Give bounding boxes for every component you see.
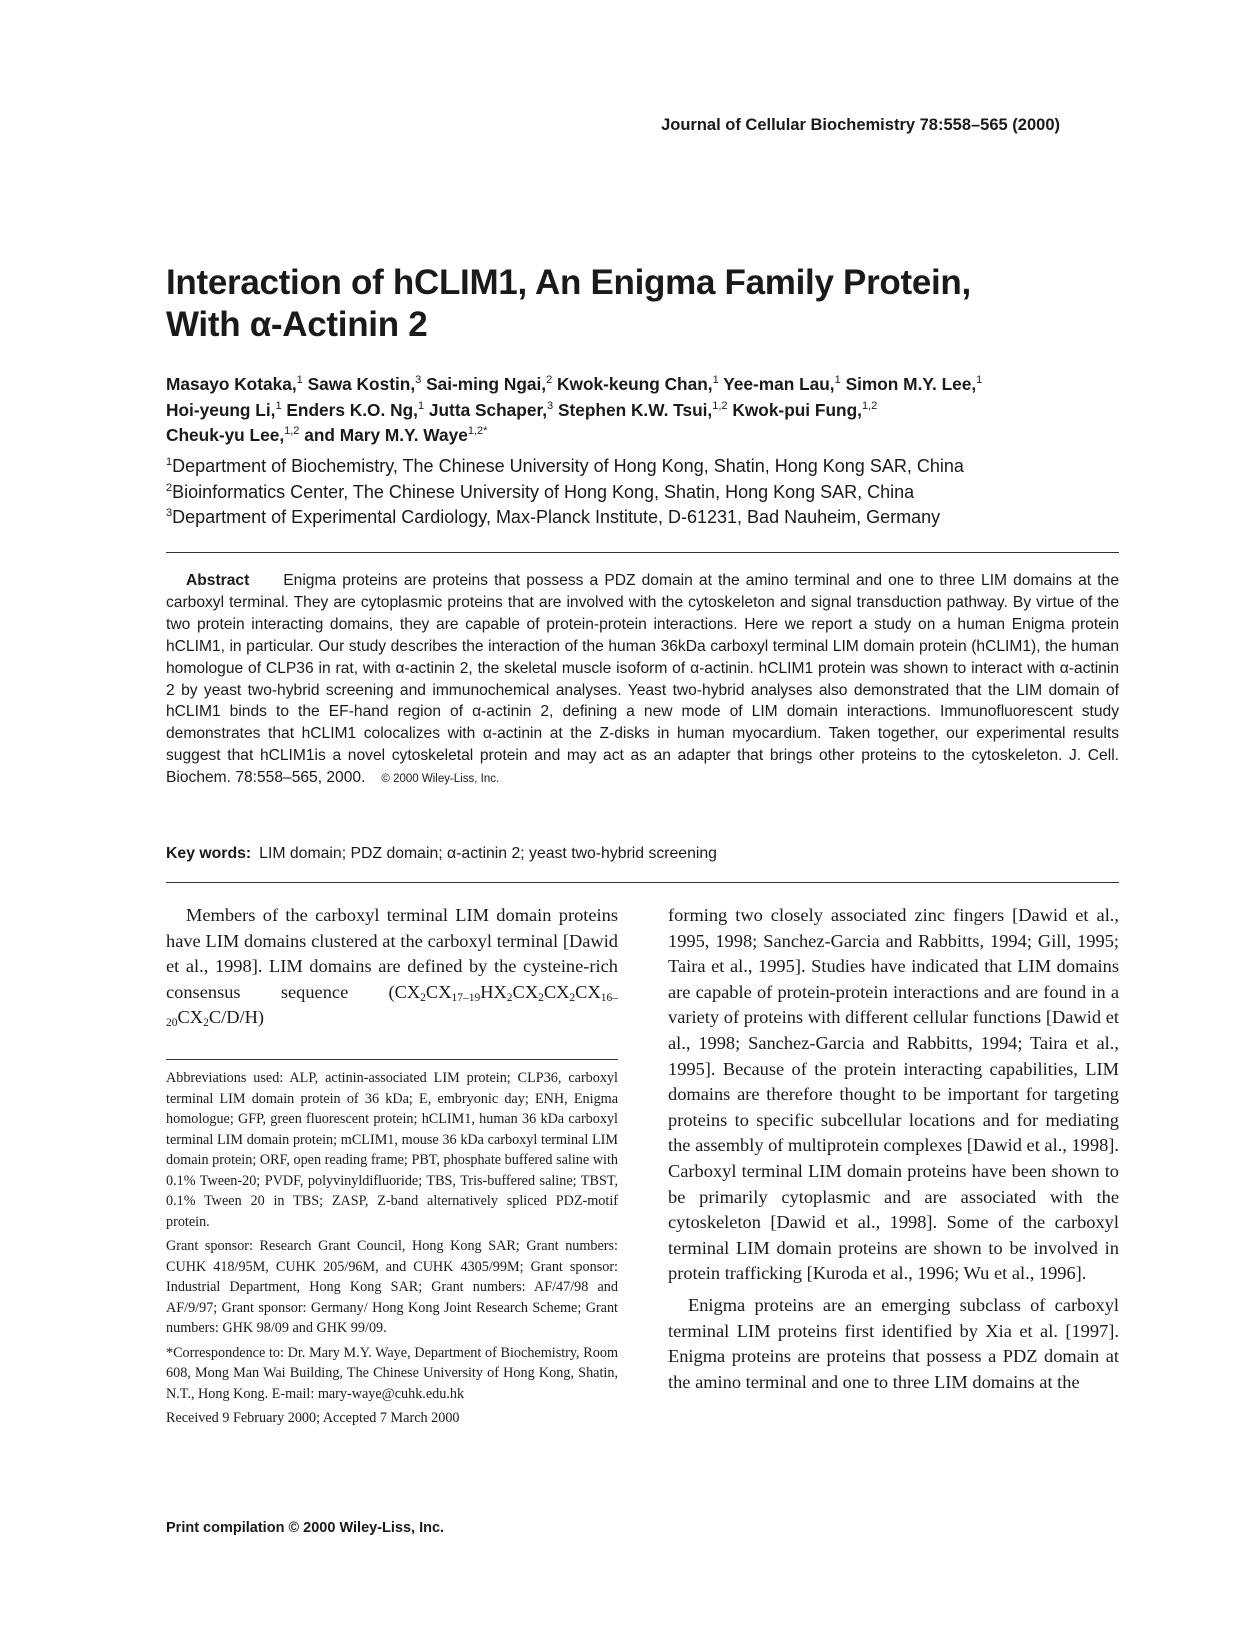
print-compilation: Print compilation © 2000 Wiley-Liss, Inc. (166, 1520, 445, 1536)
abstract-text: Enigma proteins are proteins that possess a PDZ domain at the amino terminal and one to three LIM domains at the carboxyl terminal. They are cytoplasmic proteins that are involved with the cytoskeleton and signal transduction pathway. By virtue of the two protein interacting domains, they are capable of protein-protein interactions. Here we report a study on a human Enigma protein hCLIM1, in particular. Our study describes the interaction of the human 36kDa carboxyl terminal LIM domain protein (hCLIM1), the human homologue of CLP36 in rat, with α-actinin 2, the skeletal muscle isoform of α-actinin. hCLIM1 protein was shown to interact with α-actinin 2 by yeast two-hybrid screening and immunochemical analyses. Yeast two-hybrid analyses also demonstrated that the LIM domain of hCLIM1 binds to the EF-hand region of α-actinin 2, defining a new mode of LIM domain interactions. Immunofluorescent study demonstrates that hCLIM1 colocalizes with α-actinin at the Z-disks in human myocardium. Taken together, our experimental results suggest that hCLIM1is a novel cytoskeletal protein and may act as an adapter that brings other proteins to the cytoskeleton. J. Cell. Biochem. 78:558–565, 2000. (166, 572, 1119, 787)
affiliation: $^1$Department of Biochemistry, The Chinese University of Hong Kong, Shatin, Hong Kong SAR, China (166, 456, 964, 476)
body-paragraph: forming two closely associated zinc fingers [Dawid et al., 1995, 1998; Sanchez-Garcia and Rabbitts, 1994; Gill, 1995; Taira et al., 1995]. Studies have indicated that LIM domains are capable of protein-protein interactions and are found in a variety of proteins with different cellular functions [Dawid et al., 1998; Sanchez-Garcia and Rabbitts, 1994; Taira et al., 1995]. Because of the protein interacting capabilities, LIM domains are therefore thought to be important for targeting proteins to specific subcellular locations and for mediating the assembly of multiprotein complexes [Dawid et al., 1998]. Carboxyl terminal LIM domain proteins have been shown to be primarily cytoplasmic and are associated with the cytoskeleton [Dawid et al., 1998]. Some of the carboxyl terminal LIM domain proteins are shown to be involved in protein trafficking [Kuroda et al., 1996; Wu et al., 1996]. (668, 905, 1119, 1284)
author: Yee-man Lau,$^1$ (723, 374, 841, 394)
body-right-column (668, 903, 1119, 1395)
consensus-sequence: $(CX_2CX_{17-19}HX_2CX_2CX_2CX_{16-20}CX_2C/D/H)$ (166, 981, 618, 1030)
keywords-text: LIM domain; PDZ domain; α-actinin 2; yeast two-hybrid screening (259, 845, 717, 862)
footnote-correspondence: *Correspondence to: Dr. Mary M.Y. Waye, Department of Biochemistry, Room 608, Mong Man Wai Building, The Chinese University of Hong Kong, Shatin, N.T., Hong Kong. E-mail: mary-waye@cuhk.edu.hk (166, 1344, 618, 1402)
abstract (166, 570, 1119, 791)
article-title (166, 262, 1106, 346)
author: and Mary M.Y. Waye$^{1,2*}$ (304, 425, 488, 445)
abstract-label: Abstract (186, 572, 250, 589)
journal-citation: Journal of Cellular Biochemistry 78:558–565 (2000) (661, 116, 1060, 134)
author: Jutta Schaper,$^3$ (428, 399, 554, 420)
author: Cheuk-yu Lee,$^{1,2}$ (166, 425, 300, 445)
title-line-1: Interaction of hCLIM1, An Enigma Family Protein, (166, 263, 971, 302)
author: Masayo Kotaka,$^1$ (166, 374, 303, 394)
abstract-bottom-rule (166, 882, 1119, 883)
abstract-top-rule (166, 552, 1119, 553)
keywords-label: Key words: (166, 845, 252, 862)
author: Hoi-yeung Li,$^1$ (166, 399, 282, 420)
keywords (166, 845, 1119, 863)
affiliation-list (166, 454, 1126, 531)
body-left-column (166, 903, 618, 1031)
author: Simon M.Y. Lee,$^1$ (845, 374, 983, 394)
author: Sai-ming Ngai,$^2$ (426, 374, 553, 394)
author-list (166, 372, 1106, 449)
footnote-grants: Grant sponsor: Research Grant Council, Hong Kong SAR; Grant numbers: CUHK 418/95M, CUHK 205/96M, and CUHK 4305/99M; Grant sponsor: Industrial Department, Hong Kong SAR; Grant numbers: AF/47/98 and AF/9/97; Grant sponsor: Germany/ Hong Kong Joint Research Scheme; Grant numbers: GHK 98/09 and GHK 99/09. (166, 1238, 618, 1336)
abstract-copyright: © 2000 Wiley-Liss, Inc. (381, 773, 500, 786)
body-paragraph: Members of the carboxyl terminal LIM domain proteins have LIM domains clustered at the carboxyl terminal [Dawid et al., 1998]. LIM domains are defined by the cysteine-rich consensus sequence (166, 905, 618, 1002)
author: Enders K.O. Ng,$^1$ (286, 399, 425, 420)
affiliation: $^3$Department of Experimental Cardiology, Max-Planck Institute, D-61231, Bad Nauheim, Germany (166, 507, 941, 527)
affiliation: $^2$Bioinformatics Center, The Chinese University of Hong Kong, Shatin, Hong Kong SAR, China (166, 481, 915, 502)
footnote-abbreviations: Abbreviations used: ALP, actinin-associated LIM protein; CLP36, carboxyl terminal LIM domain protein of 36 kDa; E, embryonic day; ENH, Enigma homologue; GFP, green fluorescent protein; hCLIM1, human 36 kDa carboxyl terminal LIM domain protein; mCLIM1, mouse 36 kDa carboxyl terminal LIM domain protein; ORF, open reading frame; PBT, phosphate buffered saline with 0.1% Tween-20; PVDF, polyvinyldifluoride; TBS, Tris-buffered saline; TBST, 0.1% Tween 20 in TBS; ZASP, Z-band alternatively spliced PDZ-motif protein. (166, 1070, 618, 1230)
author: Sawa Kostin,$^3$ (307, 374, 422, 394)
author: Kwok-keung Chan,$^1$ (557, 374, 719, 394)
author: Kwok-pui Fung,$^{1,2}$ (732, 399, 878, 420)
footnotes (166, 1068, 618, 1433)
body-paragraph: Enigma proteins are an emerging subclass of carboxyl terminal LIM proteins first identified by Xia et al. [1997]. Enigma proteins are proteins that possess a PDZ domain at the amino terminal and one to three LIM domains at the (668, 1294, 1119, 1392)
footnote-received: Received 9 February 2000; Accepted 7 March 2000 (166, 1410, 460, 1426)
author: Stephen K.W. Tsui,$^{1,2}$ (557, 399, 728, 420)
footnote-rule (166, 1059, 618, 1060)
title-line-2: With α-Actinin 2 (166, 305, 428, 344)
